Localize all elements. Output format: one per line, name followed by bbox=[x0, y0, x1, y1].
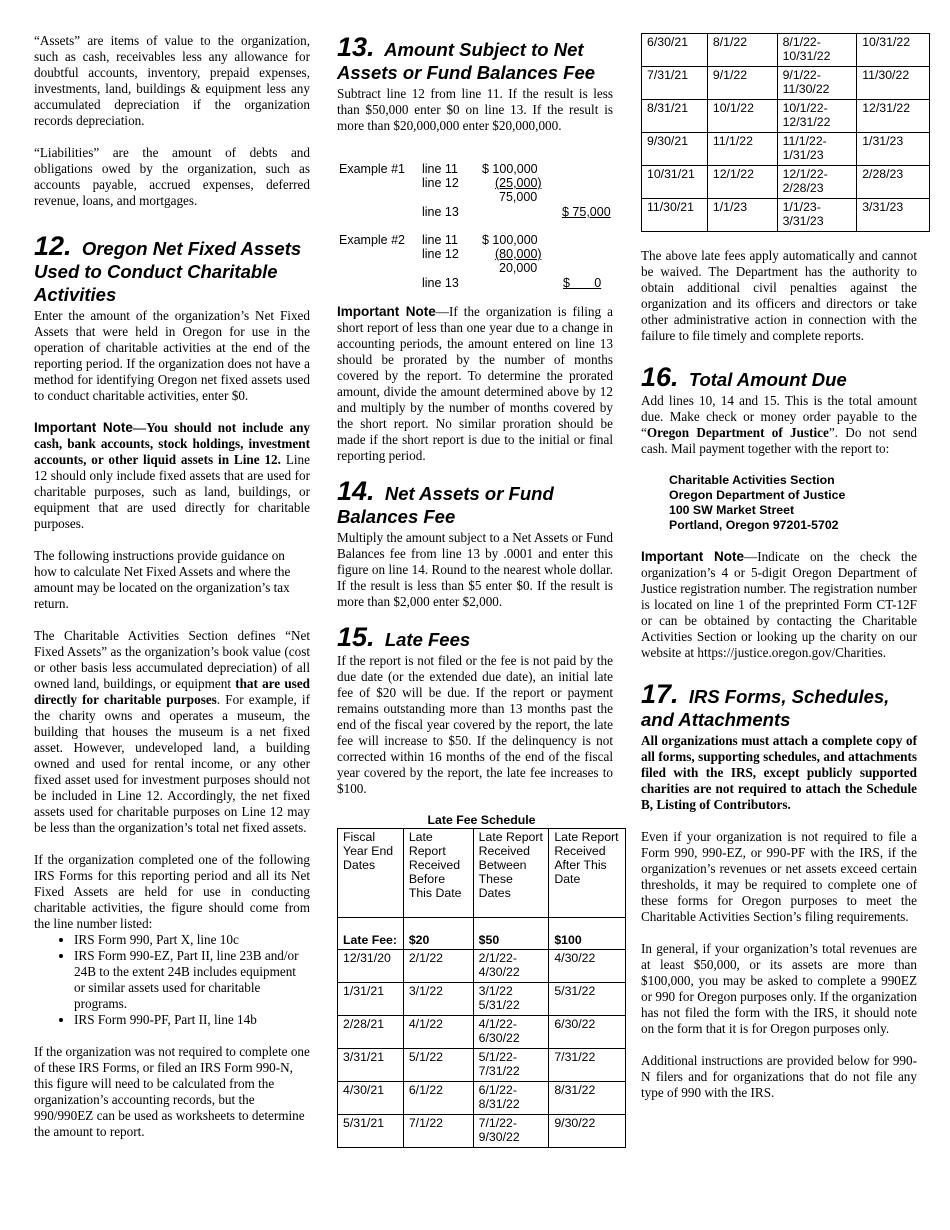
table-header-cell: Late Report Received After This Date bbox=[549, 829, 626, 918]
table-header-cell: Late Report Received Between These Dates bbox=[473, 829, 549, 918]
table-cell: 1/1/23-3/31/23 bbox=[777, 199, 857, 232]
table-row bbox=[642, 34, 930, 67]
table-cell: 1/1/23 bbox=[707, 199, 777, 232]
late-fee-table bbox=[337, 828, 626, 1148]
section-15-body: If the report is not filed or the fee is not paid by the due date (or the extended due date), an initial late fee of $20 will be due. If the report or payment remains outstanding more than 13 months past the end of the fiscal year covered by the report, the late fee will increase to $50. If the delinquency is not corrected within 16 months of the end of the fiscal year covered by the report, the late fee increases to $100. bbox=[337, 653, 613, 796]
table-cell: 12/31/22 bbox=[857, 100, 930, 133]
section-14-number: 14. bbox=[337, 476, 375, 506]
table-row bbox=[642, 199, 930, 232]
table-cell: 6/30/21 bbox=[642, 34, 708, 67]
table-cell: 12/1/22 bbox=[707, 166, 777, 199]
table-cell: 1/31/21 bbox=[338, 983, 404, 1016]
table-row bbox=[642, 67, 930, 100]
table-header-cell: Fiscal Year End Dates bbox=[338, 829, 404, 918]
section-16-important-note: Important Note—Indicate on the check the organization’s 4 or 5-digit Oregon Department of Justice registration number. The registration number is located on line 1 of the preprinted Form CT-12F or can be obtained by contacting the Charitable Activities Section or looking up the charity on our website at https://justice.oregon.gov/Charities. bbox=[641, 549, 917, 660]
section-17-additional: Additional instructions are provided below for 990-N filers and for organizations that do not file any type of 990 with the IRS. bbox=[641, 1053, 917, 1100]
table-row bbox=[338, 1016, 626, 1049]
section-15-heading bbox=[337, 622, 613, 652]
table-cell: 11/30/22 bbox=[857, 67, 930, 100]
section-16-body: Add lines 10, 14 and 15. This is the total amount due. Make check or money order payable to the “Oregon Department of Justice”. Do not send cash. Mail payment together with the report to: bbox=[641, 393, 918, 456]
table-cell: 2/1/22-4/30/22 bbox=[473, 950, 549, 983]
table-cell: 4/1/22-6/30/22 bbox=[473, 1016, 549, 1049]
table-cell: 5/31/22 bbox=[549, 983, 626, 1016]
example-1: Example #1 line 11 line 12 line 13 $ 100,000 (25,000) 75,000 $ 75,000 bbox=[339, 162, 611, 219]
table-cell: 6/30/22 bbox=[549, 1016, 626, 1049]
section-17-title: IRS Forms, Schedules, and Attachments bbox=[641, 686, 890, 730]
table-cell: 10/1/22 bbox=[707, 100, 777, 133]
table-cell: 4/30/21 bbox=[338, 1082, 404, 1115]
table-cell: $50 bbox=[473, 918, 549, 950]
section-17-requirement: All organizations must attach a complete copy of all forms, supporting schedules, and attachments filed with the IRS, except publicly supported charities are not required to attach the Schedule B, Listing of Contributors. bbox=[641, 733, 917, 812]
section-12-number: 12. bbox=[34, 231, 72, 261]
table-cell: 3/1/22 bbox=[403, 983, 473, 1016]
section-13-important-note: Important Note—If the organization is filing a short report of less than one year due to a change in accounting periods, the amount entered on line 13 should be prorated by the number of months covered by the report. To determine the prorated amount, divide the amount determined above by 12 and multiply by the number of months covered by the short report. No similar proration should be made if the short report is due to the initial or final reporting period. bbox=[337, 304, 614, 463]
section-14-heading bbox=[337, 476, 613, 528]
table-cell: 2/28/21 bbox=[338, 1016, 404, 1049]
table-row bbox=[338, 983, 626, 1016]
late-fee-table-title: Late Fee Schedule bbox=[427, 813, 536, 827]
table-cell: $20 bbox=[403, 918, 473, 950]
section-13-intro: Subtract line 12 from line 11. If the result is less than $50,000 enter $0 on line 13. If the result is more than $20,000,000 enter $20,000,000. bbox=[337, 86, 613, 133]
table-cell: 12/31/20 bbox=[338, 950, 404, 983]
list-item: • IRS Form 990-PF, Part II, line 14b bbox=[74, 1012, 310, 1028]
section-12-intro: Enter the amount of the organization’s Net Fixed Assets that were held in Oregon for use in the operation of charitable activities at the end of the reporting period. If the organization does not have a method for identifying Oregon net fixed assets used to conduct charitable activities, enter $0. bbox=[34, 308, 310, 403]
late-fee-table-continued bbox=[641, 33, 930, 232]
table-cell: 9/30/21 bbox=[642, 133, 708, 166]
table-cell: Late Fee: bbox=[338, 918, 404, 950]
table-cell: $100 bbox=[549, 918, 626, 950]
table-cell: 6/1/22 bbox=[403, 1082, 473, 1115]
table-row bbox=[338, 950, 626, 983]
table-cell: 1/31/23 bbox=[857, 133, 930, 166]
section-15-number: 15. bbox=[337, 622, 375, 652]
section-13-number: 13. bbox=[337, 32, 375, 62]
table-cell: 7/1/22 bbox=[403, 1115, 473, 1148]
table-cell: 11/1/22-1/31/23 bbox=[777, 133, 857, 166]
table-cell: 12/1/22-2/28/23 bbox=[777, 166, 857, 199]
table-cell: 10/31/21 bbox=[642, 166, 708, 199]
list-item: • IRS Form 990, Part X, line 10c bbox=[74, 932, 310, 948]
section-14-body: Multiply the amount subject to a Net Assets or Fund Balances fee from line 13 by .0001 and enter this figure on line 14. Round to the nearest whole dollar. If the result is less than $5 enter $0. If the result is more than $2,000 enter $2,000. bbox=[337, 530, 613, 609]
table-cell: 3/31/23 bbox=[857, 199, 930, 232]
table-row bbox=[642, 166, 930, 199]
table-row bbox=[338, 1082, 626, 1115]
column-right bbox=[641, 0, 917, 1117]
section-12-heading bbox=[34, 231, 310, 306]
column-middle bbox=[337, 0, 619, 1148]
column-left bbox=[34, 0, 310, 1156]
section-17-heading bbox=[641, 679, 917, 731]
example-2: Example #2 line 11 line 12 line 13 $ 100,000 (80,000) 20,000 $ 0 bbox=[339, 233, 602, 290]
table-cell: 4/1/22 bbox=[403, 1016, 473, 1049]
table-cell: 3/31/21 bbox=[338, 1049, 404, 1082]
table-cell: 9/1/22-11/30/22 bbox=[777, 67, 857, 100]
table-row bbox=[338, 1049, 626, 1082]
table-cell: 2/1/22 bbox=[403, 950, 473, 983]
late-fee-row bbox=[338, 918, 626, 950]
section-12-irs-forms-intro: If the organization completed one of the following IRS Forms for this reporting period and all its Net Fixed Assets are held for use in conducting charitable activities, the figure should come from the line number listed: bbox=[34, 852, 310, 931]
table-cell: 5/1/22-7/31/22 bbox=[473, 1049, 549, 1082]
table-header-row bbox=[338, 829, 626, 918]
section-16-title: Total Amount Due bbox=[688, 369, 847, 390]
section-16-number: 16. bbox=[641, 362, 679, 392]
table-cell: 5/1/22 bbox=[403, 1049, 473, 1082]
table-row bbox=[642, 100, 930, 133]
section-12-guidance: The following instructions provide guidance on how to calculate Net Fixed Assets and where the amount may be located on the organization’s tax return. bbox=[34, 548, 291, 611]
table-cell: 6/1/22-8/31/22 bbox=[473, 1082, 549, 1115]
table-cell: 8/31/22 bbox=[549, 1082, 626, 1115]
section-14-title: Net Assets or Fund Balances Fee bbox=[337, 483, 554, 527]
section-12-not-required: If the organization was not required to complete one of these IRS Forms, or filed an IRS Form 990-N, this figure will need to be calculated from the organization’s accounting records, but the 990/990EZ can be used as worksheets to determine the amount to report. bbox=[34, 1044, 310, 1139]
section-12-title: Oregon Net Fixed Assets Used to Conduct Charitable Activities bbox=[34, 238, 302, 305]
table-cell: 7/1/22-9/30/22 bbox=[473, 1115, 549, 1148]
table-header-cell: Late Report Received Before This Date bbox=[403, 829, 473, 918]
assets-definition: “Assets” are items of value to the organization, such as cash, receivables less any allowance for doubtful accounts, inventory, prepaid expenses, investments, land, buildings & equipment less any accumulated depreciation if the organization records depreciation. bbox=[34, 33, 310, 128]
section-17-number: 17. bbox=[641, 679, 679, 709]
section-15-title: Late Fees bbox=[384, 629, 471, 650]
table-cell: 7/31/22 bbox=[549, 1049, 626, 1082]
table-cell: 9/30/22 bbox=[549, 1115, 626, 1148]
table-cell: 2/28/23 bbox=[857, 166, 930, 199]
table-cell: 3/1/22 5/31/22 bbox=[473, 983, 549, 1016]
late-fee-notice: The above late fees apply automatically and cannot be waived. The Department has the authority to obtain additional civil penalties against the organization and its officers and directors or take other administrative action in connection with the failure to file timely and complete reports. bbox=[641, 248, 917, 343]
table-cell: 9/1/22 bbox=[707, 67, 777, 100]
section-17-thresholds: Even if your organization is not required to file a Form 990, 990-EZ, or 990-PF with the IRS, if the organization’s revenues or net assets exceed certain thresholds, it may be required to complete one of these forms for Oregon purposes to meet the Charitable Activities Section’s filing requirements. bbox=[641, 829, 917, 924]
list-item: • IRS Form 990-EZ, Part II, line 23B and/or 24B to the extent 24B includes equipment or similar assets used for charitable programs. bbox=[74, 948, 310, 1012]
table-cell: 7/31/21 bbox=[642, 67, 708, 100]
section-12-important-note: Important Note—You should not include any cash, bank accounts, stock holdings, investment accounts, or other liquid assets in Line 12. Line 12 should only include fixed assets that are used for charitable purposes, such as land, buildings, or equipment that are used directly for charitable purposes. bbox=[34, 420, 310, 531]
table-cell: 8/1/22-10/31/22 bbox=[777, 34, 857, 67]
section-16-heading bbox=[641, 362, 917, 392]
mailing-address: Charitable Activities Section Oregon Department of Justice 100 SW Market Street Portland, Oregon 97201-5702 bbox=[669, 473, 846, 532]
table-cell: 10/1/22-12/31/22 bbox=[777, 100, 857, 133]
table-cell: 11/1/22 bbox=[707, 133, 777, 166]
table-cell: 5/31/21 bbox=[338, 1115, 404, 1148]
table-cell: 8/31/21 bbox=[642, 100, 708, 133]
section-13-heading bbox=[337, 32, 613, 84]
table-cell: 8/1/22 bbox=[707, 34, 777, 67]
table-cell: 10/31/22 bbox=[857, 34, 930, 67]
liabilities-definition: “Liabilities” are the amount of debts and obligations owed by the organization, such as accounts payable, accrued expenses, deferred revenue, loans, and mortgages. bbox=[34, 145, 310, 208]
section-13-title: Amount Subject to Net Assets or Fund Balances Fee bbox=[337, 39, 596, 83]
table-row bbox=[338, 1115, 626, 1148]
section-17-oregon-only: In general, if your organization’s total revenues are at least $50,000, or its assets are more than $100,000, you may be asked to complete a 990EZ or 990 for Oregon purposes only. If the organization has not filed the form with the IRS, it should note on the form that it is for Oregon purposes only. bbox=[641, 941, 917, 1036]
table-cell: 4/30/22 bbox=[549, 950, 626, 983]
irs-forms-list bbox=[34, 932, 310, 1028]
table-cell: 11/30/21 bbox=[642, 199, 708, 232]
section-12-definition: The Charitable Activities Section defines “Net Fixed Assets” as the organization’s book value (cost or other basis less accumulated depreciation) of all owned land, buildings, or equipment that are used directly for charitable purposes. For example, if the charity owns and operates a museum, the building that houses the museum is a net fixed asset. However, undeveloped land, a building owned and used for rental income, or any other fixed asset used for investment purposes should not be included in Line 12. Accordingly, the net fixed assets used for charitable purposes on Line 12 may be less than the organization’s total net fixed assets. bbox=[34, 628, 311, 835]
table-row bbox=[642, 133, 930, 166]
